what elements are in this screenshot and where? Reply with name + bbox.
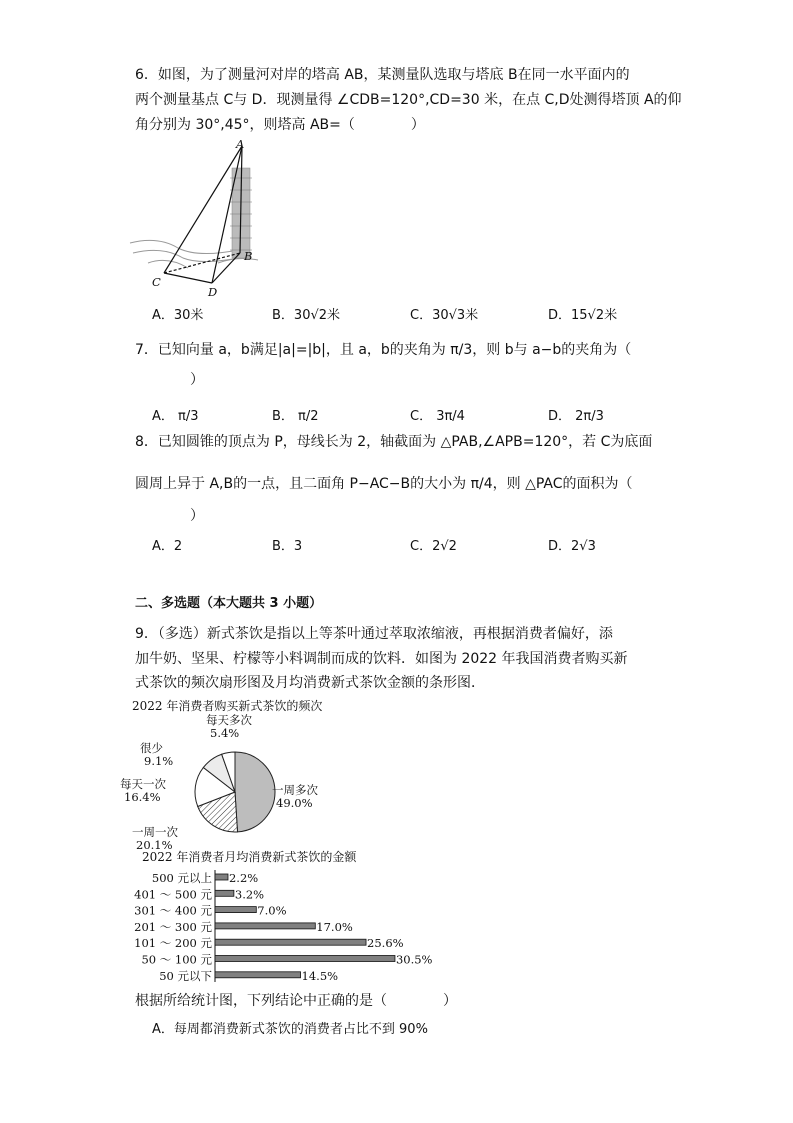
q7-option-a[interactable]: A． π/3 <box>152 409 199 424</box>
bar <box>215 907 256 913</box>
q6-option-d[interactable]: D．15√2米 <box>548 308 618 323</box>
bar-value-label: 14.5% <box>301 968 339 983</box>
q6-option-c[interactable]: C．30√3米 <box>410 308 479 323</box>
q8-option-b[interactable]: B．3 <box>272 539 303 554</box>
bar <box>215 956 395 962</box>
q9-conclusion: 根据所给统计图，下列结论中正确的是（ ） <box>135 993 457 1009</box>
pie-label: 每天一次 <box>120 777 166 791</box>
section-heading: 二、多选题（本大题共 3 小题） <box>135 596 323 611</box>
q7-line-1: 7．已知向量 a，b满足|a|=|b|，且 a，b的夹角为 π/3，则 b与 a−b的夹角为（ <box>135 342 632 358</box>
tower-figure <box>128 138 268 298</box>
q8-line-1: 8．已知圆锥的顶点为 P，母线长为 2，轴截面为 △PAB,∠APB=120°，若 C为底面 <box>135 434 653 450</box>
q8-line-3: ） <box>190 508 204 524</box>
pie-value-label: 49.0% <box>276 796 313 810</box>
pie-value-label: 5.4% <box>210 726 240 740</box>
pie-slice <box>235 752 275 832</box>
q6-line-1: 6．如图，为了测量河对岸的塔高 AB，某测量队选取与塔底 B在同一水平面内的 <box>135 67 630 83</box>
q7-line-2: ） <box>190 372 204 388</box>
q9-line-2: 加牛奶、坚果、柠檬等小料调制而成的饮料．如图为 2022 年我国消费者购买新 <box>135 651 628 667</box>
bar-category-label: 50 ～ 100 元 <box>141 952 212 967</box>
q6-line-3: 角分别为 30°,45°，则塔高 AB=（ ） <box>135 117 425 133</box>
label-a: A <box>236 137 245 151</box>
bar-category-label: 500 元以上 <box>151 871 212 885</box>
q9-option-a[interactable]: A．每周都消费新式茶饮的消费者占比不到 90% <box>152 1022 428 1037</box>
pie-chart <box>120 712 380 852</box>
label-c: C <box>152 275 161 289</box>
bar <box>215 874 228 880</box>
q7-option-c[interactable]: C． 3π/4 <box>410 409 465 424</box>
pie-label: 一周一次 <box>132 825 178 839</box>
q9-line-3: 式茶饮的频次扇形图及月均消费新式茶饮金额的条形图． <box>135 675 485 691</box>
bar <box>215 939 366 945</box>
bar-value-label: 25.6% <box>367 936 404 951</box>
pie-value-label: 9.1% <box>144 754 174 768</box>
q9-line-1: 9．（多选）新式茶饮是指以上等茶叶通过萃取浓缩液，再根据消费者偏好，添 <box>135 626 613 642</box>
bar <box>215 972 301 978</box>
bar-value-label: 3.2% <box>234 887 265 902</box>
bar-category-label: 301 ～ 400 元 <box>134 903 212 918</box>
pie-label: 一周多次 <box>272 783 318 797</box>
q8-option-a[interactable]: A．2 <box>152 539 183 554</box>
pie-title: 2022 年消费者购买新式茶饮的频次 <box>132 699 323 713</box>
pie-label: 很少 <box>140 741 163 755</box>
pie-value-label: 16.4% <box>124 790 161 804</box>
bar-value-label: 2.2% <box>228 871 259 885</box>
q7-option-d[interactable]: D． 2π/3 <box>548 409 604 424</box>
q6-option-b[interactable]: B．30√2米 <box>272 308 341 323</box>
label-d: D <box>208 285 218 299</box>
q8-line-2: 圆周上异于 A,B的一点，且二面角 P−AC−B的大小为 π/4，则 △PAC的面积为（ <box>135 476 633 492</box>
label-b: B <box>244 249 253 263</box>
bar-chart <box>120 866 540 986</box>
q6-line-2: 两个测量基点 C与 D．现测量得 ∠CDB=120°,CD=30 米，在点 C,D处测得塔顶 A的仰 <box>135 92 682 108</box>
bar-value-label: 30.5% <box>395 952 433 967</box>
q8-option-c[interactable]: C．2√2 <box>410 539 457 554</box>
bar-value-label: 7.0% <box>257 903 287 918</box>
q8-option-d[interactable]: D．2√3 <box>548 539 596 554</box>
bar-category-label: 50 元以下 <box>159 968 212 983</box>
bar-category-label: 401 ～ 500 元 <box>134 887 212 902</box>
pie-label: 每天多次 <box>206 713 252 727</box>
bar <box>215 890 234 896</box>
q7-option-b[interactable]: B． π/2 <box>272 409 319 424</box>
bar-value-label: 17.0% <box>316 919 353 934</box>
bar-title: 2022 年消费者月均消费新式茶饮的金额 <box>142 850 357 864</box>
bar-category-label: 201 ～ 300 元 <box>134 919 212 934</box>
q6-option-a[interactable]: A．30米 <box>152 308 204 323</box>
bar-category-label: 101 ～ 200 元 <box>134 936 212 951</box>
pie-value-label: 20.1% <box>136 838 173 852</box>
bar <box>215 923 315 929</box>
